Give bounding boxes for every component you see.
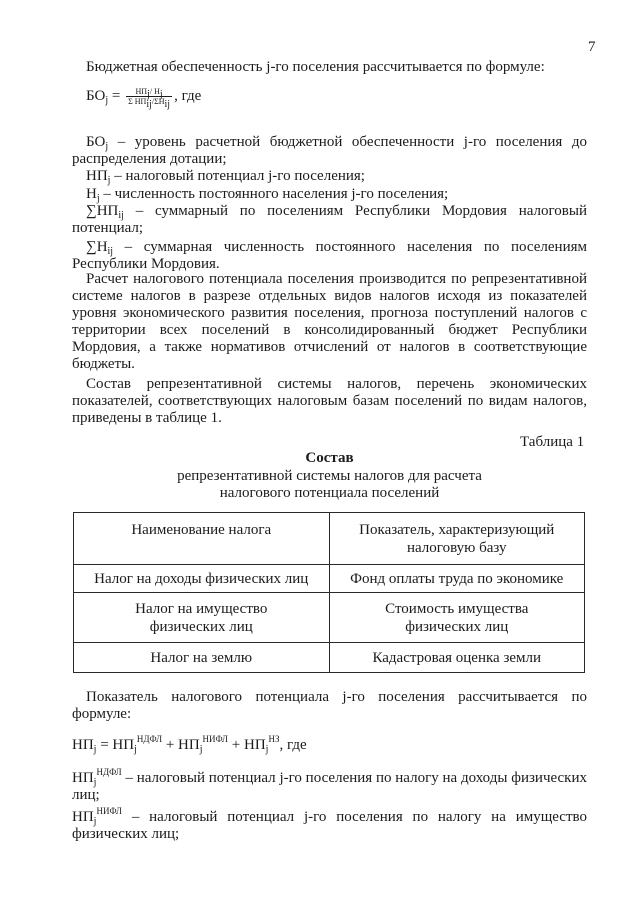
bo-formula-denominator: Σ $НП_{ij}/\Sigma Н_{ij}$ (128, 97, 171, 110)
table-row (74, 643, 585, 673)
table-label: Таблица 1 (520, 434, 585, 450)
header-tax-name: Наименование налога (74, 513, 330, 565)
intro-formula-text: Бюджетная обеспеченность j-го поселения рассчитывается по формуле: (86, 59, 545, 75)
base-cell: Кадастровая оценка земли (329, 643, 585, 673)
table-row (74, 593, 585, 643)
definition-sum-np: $\sum НП_{ij}$ – суммарный по поселениям Республики Мордовия налоговый потенциал; (72, 203, 587, 236)
base-cell: Фонд оплаты труда по экономике (329, 565, 585, 593)
np-formula: $НП_j = НП_j^{НДФЛ} + НП_j^{НИФЛ} + НП_j^{НЗ}$, где (72, 734, 307, 755)
bo-formula-fraction (126, 87, 172, 110)
np-definition-ndfl: $НП_j^{НДФЛ}$ – налоговый потенциал j-го поселения по налогу на доходы физических лиц; (72, 767, 587, 803)
np-definition-nifl: $НП_j^{НИФЛ}$ – налоговый потенциал j-го поселения по налогу на имущество физических лиц; (72, 806, 587, 842)
bo-formula: $БО_j$ = $\frac{НП_j/ Н_j}{\Sigma НП_{ij}/\Sigma Н_{ij}}$ , где (86, 87, 202, 110)
tax-cell: Налог на землю (74, 643, 330, 673)
bo-formula-lhs: БО (86, 87, 106, 104)
tax-cell: Налог на доходы физических лиц (74, 565, 330, 593)
table-subtitle-2: налогового потенциала поселений (219, 485, 440, 501)
definition-np: $НП_j$ – налоговый потенциал j-го поселения; (86, 168, 365, 186)
paragraph-calc: Расчет налогового потенциала поселения производится по репрезентативной системе налогов в разрезе отдельных видов налогов исходя из показателей уровня экономического развития поселения, прогноза поступлений налогов с территории всех поселений в консолидированный бюджет Республики Мордовия, а также нормативов отчислений от налогов в соответствующие бюджеты. (72, 271, 587, 372)
definition-bo: $БО_j$ – уровень расчетной бюджетной обеспеченности j-го поселения до распределения дотации; (72, 134, 587, 167)
header-indicator: Показатель, характеризующий налоговую базу (329, 513, 585, 565)
table-header-row (74, 513, 585, 565)
table-subtitle-1: репрезентативной системы налогов для расчета (177, 468, 482, 484)
definition-sum-n: $\sum Н_{ij}$ – суммарная численность постоянного населения по поселениям Республики Мордовия. (72, 239, 587, 272)
page-number: 7 (588, 39, 596, 55)
base-cell: Стоимость имущества физических лиц (329, 593, 585, 643)
table-row (74, 565, 585, 593)
definition-n: $Н_j$ – численность постоянного населения j-го поселения; (86, 186, 449, 204)
tax-cell: Налог на имущество физических лиц (74, 593, 330, 643)
paragraph-indicator: Показатель налогового потенциала j-го поселения рассчитывается по формуле: (72, 689, 587, 722)
paragraph-composition: Состав репрезентативной системы налогов, перечень экономических показателей, соответствующих налоговым базам поселений по видам налогов, приведены в таблице 1. (72, 376, 587, 426)
bo-formula-lhs-sub: j (105, 94, 109, 106)
tax-table (73, 512, 585, 673)
bo-formula-numerator: $НП_j/$ $Н_j$ (126, 87, 172, 97)
bo-formula-tail: , где (174, 87, 202, 104)
table-title: Состав (305, 450, 354, 466)
